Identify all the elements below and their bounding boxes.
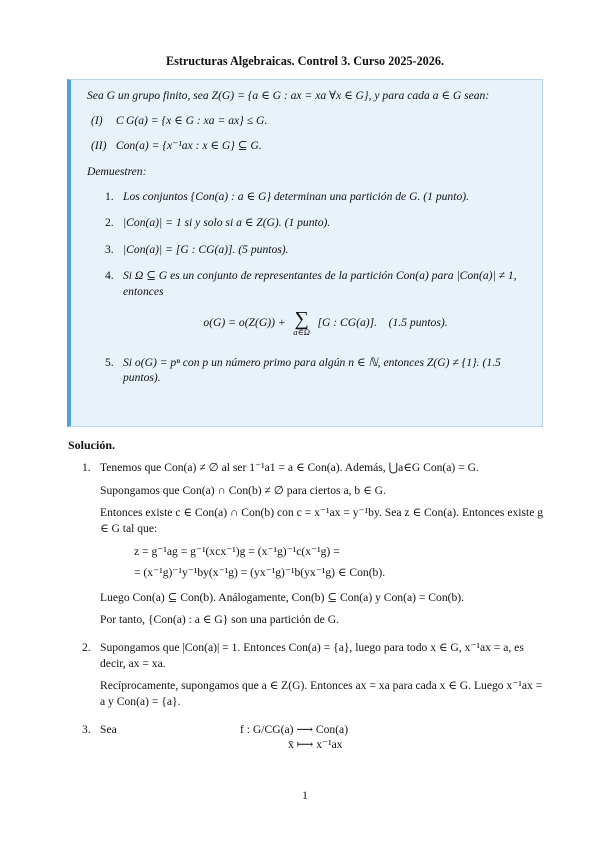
solution-paragraph: Por tanto, {Con(a) : a ∈ G} son una partición de G. [100,613,339,627]
part-text: |Con(a)| = [G : CG(a)]. (5 puntos). [123,242,289,256]
solution-paragraph: Entonces existe c ∈ Con(a) ∩ Con(b) con c = x⁻¹ax = y⁻¹by. Sea z ∈ Con(a). Entonces existe g ∈ G tal que: [100,506,544,535]
solution-paragraph: Supongamos que |Con(a)| = 1. Entonces Con(a) = {a}, luego para todo x ∈ G, x⁻¹ax = a, es decir, ax = xa. [100,641,524,670]
part-text: Si Ω ⊆ G es un conjunto de representantes de la partición Con(a) para |Con(a)| ≠ 1, entonces [123,269,517,299]
solution-paragraph: Supongamos que Con(a) ∩ Con(b) ≠ ∅ para ciertos a, b ∈ G. [100,483,386,497]
map-row: f : G/CG(a) ⟶ Con(a) [240,722,349,736]
condition-number: (I) [91,113,103,127]
problem-intro: Sea G un grupo finito, sea Z(G) = {a ∈ G : ax = xa ∀x ∈ G}, y para cada a ∈ G sean: [87,89,490,102]
formula-right: [G : CG(a)]. [317,315,378,329]
page-number: 1 [302,790,308,802]
part-text: Los conjuntos {Con(a) : a ∈ G} determinan una partición de G. (1 punto). [123,189,469,203]
sum-index: a∈Ω [293,326,310,337]
part-item [87,215,528,231]
formula-points: (1.5 puntos). [388,315,448,329]
solution-item-3 [68,722,548,762]
condition-text: Con(a) = {x⁻¹ax : x ∈ G} ⊆ G. [115,139,262,153]
solution-number: 2. [82,641,91,655]
part-number: 3. [105,242,114,256]
sum-symbol: ∑ [294,307,309,330]
solution-item-1 [68,460,548,628]
part-number: 5. [105,355,114,369]
part-item [87,355,528,386]
condition-i [91,113,528,129]
document-title: Estructuras Algebraicas. Control 3. Curso 2025-2026. [165,54,445,68]
part-text: Si o(G) = pⁿ con p un número primo para algún n ∈ ℕ, entonces Z(G) ≠ {1}. (1.5 puntos). [123,355,501,385]
problem-statement-box [67,79,543,427]
condition-ii [91,138,528,154]
part-number: 4. [105,269,114,283]
part-number: 1. [105,189,114,203]
part-item [87,242,528,258]
solution-number: 1. [82,461,91,474]
part-item [87,268,528,343]
solution-heading: Solución. [68,438,116,452]
solution-number: 3. [82,722,91,736]
map-row: x̄ ⟼ x⁻¹ax [288,737,343,751]
part-item [87,189,528,205]
solution-item-2 [68,640,548,710]
summation [289,307,315,337]
condition-text: C G(a) = {x ∈ G : xa = ax} ≤ G. [115,113,268,127]
class-equation [123,307,528,344]
solution-body [68,460,548,762]
condition-number: (II) [91,139,107,153]
solution-paragraph: Luego Con(a) ⊆ Con(b). Análogamente, Con(b) ⊆ Con(a) y Con(a) = Con(b). [100,590,465,604]
solution-paragraph: Recíprocamente, supongamos que a ∈ Z(G). Entonces ax = xa para cada x ∈ G. Luego x⁻¹ax = a y Con(a) = {a}. [100,679,543,709]
part-text: |Con(a)| = 1 si y solo si a ∈ Z(G). (1 punto). [123,216,331,230]
solution-paragraph: Sea [100,722,117,736]
parts-list [87,189,528,386]
formula-left: o(G) = o(Z(G)) + [203,315,286,329]
equation-line: = (x⁻¹g)⁻¹y⁻¹by(x⁻¹g) = (yx⁻¹g)⁻¹b(yx⁻¹g) ∈ Con(b). [134,566,386,580]
solution-paragraph: Tenemos que Con(a) ≠ ∅ al ser 1⁻¹a1 = a ∈ Con(a). Además, ⋃a∈G Con(a) = G. [100,461,479,474]
demuestren-label: Demuestren: [87,164,147,178]
part-number: 2. [105,216,114,230]
map-definition [100,722,548,762]
equation-line: z = g⁻¹ag = g⁻¹(xcx⁻¹)g = (x⁻¹g)⁻¹c(x⁻¹g) = [134,544,340,558]
